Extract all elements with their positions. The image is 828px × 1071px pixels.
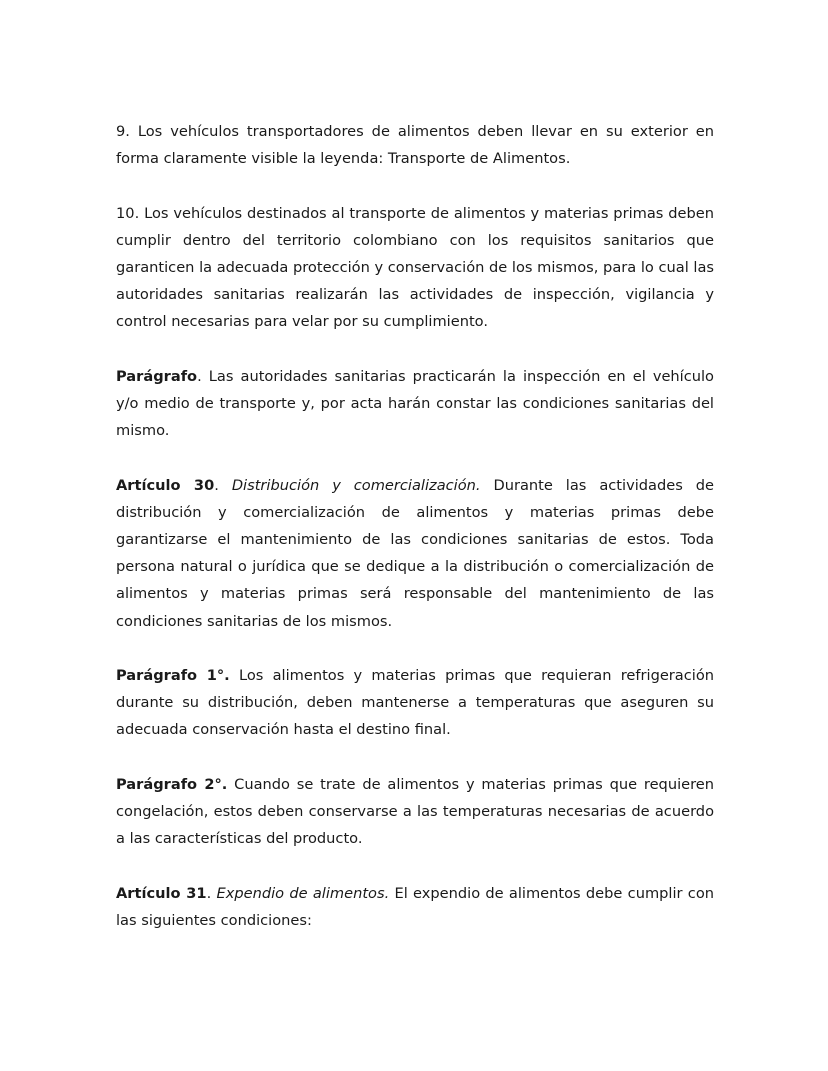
list-item-9 bbox=[116, 118, 714, 172]
document-body bbox=[116, 118, 714, 961]
paragrafo-2-text: Cuando se trate de alimentos y materias primas que requieren congelación, estos deben conservarse a las temperaturas necesarias de acuerdo a las características del producto. bbox=[116, 775, 715, 848]
paragrafo bbox=[116, 363, 714, 445]
paragrafo-text: . Las autoridades sanitarias practicarán la inspección en el vehículo y/o medio de transporte y, por acta harán constar las condiciones sanitarias del mismo. bbox=[116, 367, 714, 440]
paragrafo-label: Parágrafo bbox=[116, 367, 198, 385]
articulo-31 bbox=[116, 880, 714, 934]
articulo-30-label: Artículo 30 bbox=[116, 476, 215, 494]
articulo-30-text: Durante las actividades de distribución y comercialización de alimentos y materias primas debe garantizarse el mantenimiento de las condiciones sanitarias de estos. Toda persona natural o jurídica que se dedique a la distribución o comercialización de alimentos y materias primas será responsable del mantenimiento de las condiciones sanitarias de los mismos. bbox=[116, 476, 714, 630]
paragrafo-1-label: Parágrafo 1°. bbox=[116, 667, 230, 684]
articulo-30-title: Distribución y comercialización. bbox=[231, 476, 481, 494]
articulo-30-separator: . bbox=[214, 476, 232, 494]
paragrafo-2 bbox=[116, 771, 714, 853]
paragrafo-2-label: Parágrafo 2°. bbox=[116, 775, 228, 793]
articulo-31-text: El expendio de alimentos debe cumplir con las siguientes condiciones: bbox=[116, 884, 714, 929]
articulo-30 bbox=[116, 472, 714, 635]
articulo-31-separator: . bbox=[206, 884, 217, 902]
item-9-text: 9. Los vehículos transportadores de alimentos deben llevar en su exterior en forma claramente visible la leyenda: Transporte de Alimentos. bbox=[116, 123, 714, 168]
item-10-text: 10. Los vehículos destinados al transporte de alimentos y materias primas deben cumplir dentro del territorio colombiano con los requisitos sanitarios que garanticen la adecuada protección y conservación de los mismos, para lo cual las autoridades sanitarias realizarán las actividades de inspección, vigilancia y control necesarias para velar por su cumplimiento. bbox=[116, 204, 714, 331]
articulo-31-label: Artículo 31 bbox=[116, 884, 207, 902]
articulo-31-title: Expendio de alimentos. bbox=[216, 884, 390, 902]
paragrafo-1 bbox=[116, 662, 714, 744]
paragrafo-1-text: Los alimentos y materias primas que requieran refrigeración durante su distribución, deben mantenerse a temperaturas que aseguren su adecuada conservación hasta el destino final. bbox=[116, 667, 715, 739]
list-item-10 bbox=[116, 200, 714, 336]
